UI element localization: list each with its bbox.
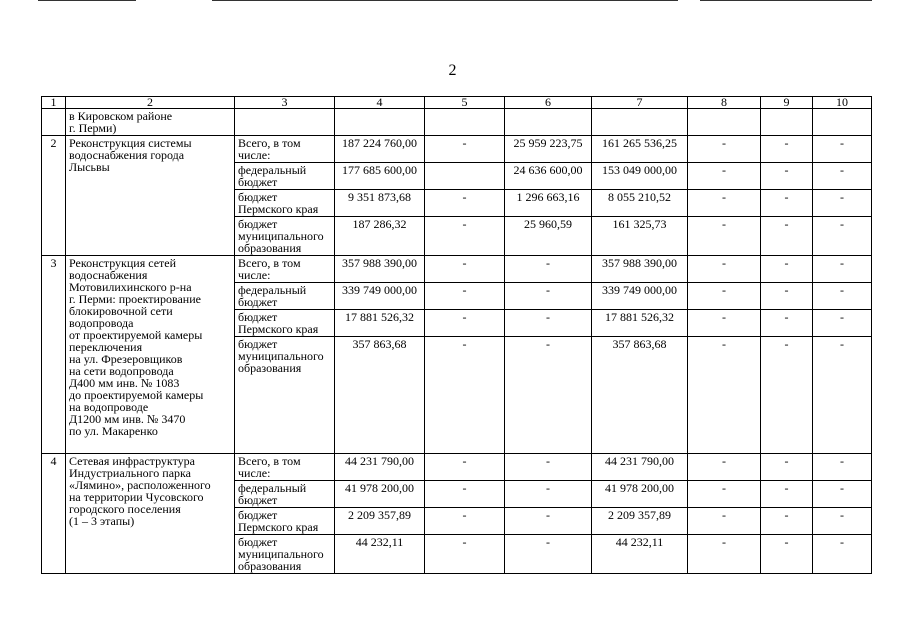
amount-cell: 44 232,11 (592, 535, 688, 574)
text-line: бюджет (238, 493, 278, 507)
amount-cell: 8 055 210,52 (592, 190, 688, 217)
column-number: 3 (235, 97, 335, 109)
amount-cell: - (425, 535, 505, 574)
amount-cell: 161 265 536,25 (592, 136, 688, 163)
amount-cell: - (688, 508, 761, 535)
continuation-name (66, 109, 235, 136)
empty-cell (592, 109, 688, 136)
text-line: городского поселения (69, 502, 181, 516)
amount-cell: - (688, 535, 761, 574)
page-number: 2 (448, 62, 457, 79)
funding-source (235, 136, 335, 163)
text-line: бюджет (238, 217, 278, 231)
amount-cell: 2 209 357,89 (335, 508, 425, 535)
amount-cell: - (688, 454, 761, 481)
amount-cell: 17 881 526,32 (592, 310, 688, 337)
amount-cell: - (813, 310, 872, 337)
amount-cell: - (505, 535, 592, 574)
text-line: бюджет (238, 190, 278, 204)
amount-cell: 339 749 000,00 (592, 283, 688, 310)
column-number: 4 (335, 97, 425, 109)
funding-source (235, 481, 335, 508)
amount-cell: - (688, 256, 761, 283)
amount-cell: - (425, 508, 505, 535)
amount-cell: 25 959 223,75 (505, 136, 592, 163)
text-line: Индустриального парка (69, 466, 191, 480)
amount-cell: 357 988 390,00 (335, 256, 425, 283)
text-line: бюджет (238, 337, 278, 351)
amount-cell: - (761, 310, 813, 337)
amount-cell: 357 863,68 (335, 337, 425, 454)
text-line: «Лямино», расположенного (69, 478, 211, 492)
amount-cell: - (761, 454, 813, 481)
amount-cell: 2 209 357,89 (592, 508, 688, 535)
top-rule-left (38, 0, 136, 1)
amount-cell: 25 960,59 (505, 217, 592, 256)
text-line: бюджет (238, 535, 278, 549)
amount-cell: - (813, 163, 872, 190)
text-line: Всего, в том (238, 454, 301, 468)
amount-cell: - (761, 481, 813, 508)
text-line: федеральный (238, 481, 307, 495)
amount-cell: - (505, 283, 592, 310)
amount-cell: - (425, 283, 505, 310)
text-line: водоснабжения города (69, 148, 185, 162)
empty-cell (813, 109, 872, 136)
column-number: 1 (42, 97, 66, 109)
funding-source (235, 163, 335, 190)
funding-source (235, 454, 335, 481)
text-line: муниципального (238, 547, 324, 561)
text-line: Всего, в том (238, 256, 301, 270)
text-line: до проектируемой камеры (69, 388, 204, 402)
amount-cell: - (761, 136, 813, 163)
amount-cell: 44 232,11 (335, 535, 425, 574)
amount-cell: 17 881 526,32 (335, 310, 425, 337)
table-row (42, 454, 872, 481)
text-line: образования (238, 361, 302, 375)
project-name (66, 454, 235, 574)
amount-cell: 153 049 000,00 (592, 163, 688, 190)
text-line: Мотовилихинского р-на (69, 280, 192, 294)
text-line: образования (238, 241, 302, 255)
amount-cell: 357 863,68 (592, 337, 688, 454)
amount-cell: - (688, 217, 761, 256)
text-line: в Кировском районе (69, 109, 173, 123)
text-line: бюджет (238, 508, 278, 522)
amount-cell: 357 988 390,00 (592, 256, 688, 283)
amount-cell: - (425, 136, 505, 163)
amount-cell: - (505, 337, 592, 454)
text-line: (1 – 3 этапы) (69, 514, 135, 528)
funding-source (235, 310, 335, 337)
empty-cell (688, 109, 761, 136)
amount-cell: 187 224 760,00 (335, 136, 425, 163)
amount-cell: - (688, 136, 761, 163)
amount-cell: - (505, 508, 592, 535)
amount-cell: - (688, 310, 761, 337)
text-line: числе: (238, 148, 271, 162)
header-row (42, 97, 872, 109)
row-number: 2 (42, 136, 66, 256)
amount-cell: - (813, 283, 872, 310)
top-rule-mid (212, 0, 678, 1)
amount-cell: 1 296 663,16 (505, 190, 592, 217)
funding-source (235, 256, 335, 283)
amount-cell: 9 351 873,68 (335, 190, 425, 217)
amount-cell: - (425, 190, 505, 217)
text-line: муниципального (238, 349, 324, 363)
amount-cell: - (761, 190, 813, 217)
text-line: бюджет (238, 175, 278, 189)
column-number: 9 (761, 97, 813, 109)
amount-cell: 177 685 600,00 (335, 163, 425, 190)
text-line: бюджет (238, 310, 278, 324)
text-line: Лысьвы (69, 160, 110, 174)
text-line: числе: (238, 268, 271, 282)
amount-cell: 44 231 790,00 (335, 454, 425, 481)
funding-source (235, 508, 335, 535)
text-line: Пермского края (238, 322, 319, 336)
continuation-row (42, 109, 872, 136)
text-line: г. Перми) (69, 121, 117, 135)
amount-cell: - (505, 256, 592, 283)
funding-source (235, 217, 335, 256)
empty-cell (335, 109, 425, 136)
column-number: 5 (425, 97, 505, 109)
amount-cell: 24 636 600,00 (505, 163, 592, 190)
text-line: Пермского края (238, 520, 319, 534)
amount-cell: - (761, 283, 813, 310)
amount-cell: - (813, 217, 872, 256)
text-line: Всего, в том (238, 136, 301, 150)
text-line: Пермского края (238, 202, 319, 216)
continuation-num-cell (42, 109, 66, 136)
funding-source (235, 535, 335, 574)
column-number: 10 (813, 97, 872, 109)
text-line: муниципального (238, 229, 324, 243)
amount-cell: - (688, 481, 761, 508)
text-line: на сети водопровода (69, 364, 174, 378)
amount-cell: - (425, 454, 505, 481)
text-line: федеральный (238, 283, 307, 297)
amount-cell: - (425, 310, 505, 337)
funding-source (235, 337, 335, 454)
column-number: 7 (592, 97, 688, 109)
amount-cell: 161 325,73 (592, 217, 688, 256)
amount-cell: - (505, 310, 592, 337)
empty-cell (425, 109, 505, 136)
text-line: числе: (238, 466, 271, 480)
amount-cell: - (813, 508, 872, 535)
amount-cell: 187 286,32 (335, 217, 425, 256)
amount-cell: - (813, 337, 872, 454)
empty-cell (761, 109, 813, 136)
text-line: бюджет (238, 295, 278, 309)
amount-cell: - (688, 190, 761, 217)
amount-cell: 44 231 790,00 (592, 454, 688, 481)
empty-cell (505, 109, 592, 136)
text-line: Д400 мм инв. № 1083 (69, 376, 180, 390)
amount-cell (425, 163, 505, 190)
table-row (42, 256, 872, 283)
text-line: по ул. Макаренко (69, 424, 158, 438)
text-line: водопровода (69, 316, 134, 330)
text-line: образования (238, 559, 302, 573)
text-line: федеральный (238, 163, 307, 177)
text-line: от проектируемой камеры (69, 328, 203, 342)
amount-cell: 41 978 200,00 (335, 481, 425, 508)
funding-table (41, 96, 872, 574)
table-row (42, 136, 872, 163)
text-line: водоснабжения (69, 268, 148, 282)
text-line: Реконструкция сетей (69, 256, 177, 270)
text-line: переключения (69, 340, 143, 354)
amount-cell: - (761, 337, 813, 454)
project-name (66, 256, 235, 454)
column-number: 8 (688, 97, 761, 109)
text-line: Д1200 мм инв. № 3470 (69, 412, 186, 426)
amount-cell: - (813, 256, 872, 283)
amount-cell: - (813, 535, 872, 574)
column-number: 2 (66, 97, 235, 109)
amount-cell: - (505, 481, 592, 508)
amount-cell: - (761, 217, 813, 256)
funding-source (235, 190, 335, 217)
amount-cell: 41 978 200,00 (592, 481, 688, 508)
amount-cell: - (425, 217, 505, 256)
amount-cell: - (813, 136, 872, 163)
funding-source (235, 283, 335, 310)
top-rule-right (700, 0, 872, 1)
amount-cell: - (425, 481, 505, 508)
amount-cell: - (688, 283, 761, 310)
text-line: на территории Чусовского (69, 490, 204, 504)
amount-cell: - (688, 163, 761, 190)
amount-cell: - (505, 454, 592, 481)
row-number: 4 (42, 454, 66, 574)
text-line: г. Перми: проектирование (69, 292, 201, 306)
amount-cell: - (813, 481, 872, 508)
amount-cell: 339 749 000,00 (335, 283, 425, 310)
amount-cell: - (813, 454, 872, 481)
text-line: Реконструкция системы (69, 136, 192, 150)
amount-cell: - (425, 337, 505, 454)
amount-cell: - (761, 508, 813, 535)
text-line: на водопроводе (69, 400, 149, 414)
amount-cell: - (761, 163, 813, 190)
amount-cell: - (761, 256, 813, 283)
text-line: блокировочной сети (69, 304, 173, 318)
amount-cell: - (761, 535, 813, 574)
empty-cell (235, 109, 335, 136)
column-number: 6 (505, 97, 592, 109)
text-line: Сетевая инфраструктура (69, 454, 195, 468)
amount-cell: - (688, 337, 761, 454)
text-line: на ул. Фрезеровщиков (69, 352, 183, 366)
row-number: 3 (42, 256, 66, 454)
amount-cell: - (813, 190, 872, 217)
project-name (66, 136, 235, 256)
amount-cell: - (425, 256, 505, 283)
